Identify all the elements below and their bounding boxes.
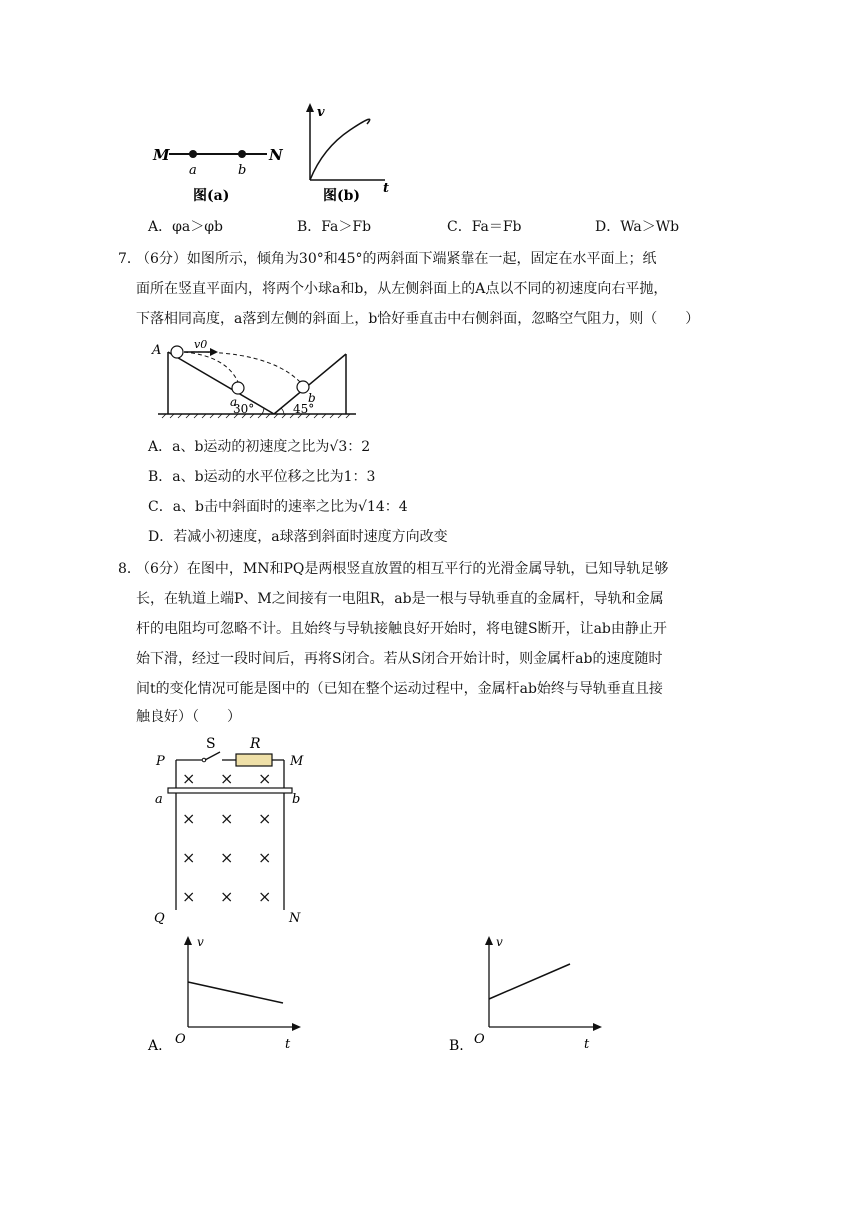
q7-label-a: a — [230, 395, 238, 409]
q8-text-line-5: 间t的变化情况可能是图中的（已知在整个运动过程中，金属杆ab始终与导轨垂直且接 — [136, 681, 663, 697]
q8-label-a: a — [155, 792, 163, 807]
q7-text-line-3: 下落相同高度，a落到左侧的斜面上，b恰好垂直击中右侧斜面，忽略空气阻力，则（ ） — [136, 311, 700, 327]
q8-rod-ab — [168, 788, 292, 793]
q8-resistor — [236, 754, 272, 766]
q8-text-line-2: 长，在轨道上端P、M之间接有一电阻R，ab是一根与导轨垂直的金属杆，导轨和金属 — [136, 591, 664, 607]
svg-text:×: × — [182, 848, 196, 867]
svg-text:×: × — [220, 769, 234, 788]
q7-text-line-2: 面所在竖直平面内，将两个小球a和b，从左侧斜面上的A点以不同的初速度向右平抛， — [136, 281, 668, 297]
q8-graph-a-origin: O — [175, 1032, 186, 1047]
q8-label-P: P — [156, 754, 165, 769]
q8-label-Q: Q — [154, 911, 165, 926]
q8-text-line-1: （6分）在图中，MN和PQ是两根竖直放置的相互平行的光滑金属导轨，已知导轨足够 — [136, 561, 669, 577]
svg-text:×: × — [220, 848, 234, 867]
svg-text:×: × — [258, 848, 272, 867]
svg-text:×: × — [182, 769, 196, 788]
q7-text-line-1: （6分）如图所示，倾角为30°和45°的两斜面下端紧靠在一起，固定在水平面上；纸 — [136, 251, 657, 267]
q8-graph-a-axis-v: v — [197, 935, 204, 949]
q8-graph-b-axis-v: v — [496, 935, 503, 949]
q6-caption-b: 图(b) — [323, 188, 361, 204]
q6-vt-curve — [310, 119, 370, 180]
q8-graph-b-label: B. — [449, 1038, 464, 1054]
q8-graph-b-origin: O — [474, 1032, 485, 1047]
q8-graph-b — [446, 932, 616, 1057]
q8-label-N: N — [289, 911, 301, 926]
q7-number: 7． — [118, 251, 141, 267]
q6-option-a: A．φa＞φb — [148, 219, 224, 235]
q8-graph-a-axis-t: t — [285, 1037, 291, 1052]
q6-caption-a: 图(a) — [193, 188, 230, 204]
q8-graph-a — [145, 932, 315, 1057]
q6-option-d: D．Wa＞Wb — [595, 219, 680, 235]
q7-angle-45: 45° — [293, 402, 315, 416]
q7-option-c: C．a、b击中斜面时的速率之比为√14：4 — [148, 499, 408, 515]
q6-axis-v: v — [317, 105, 325, 120]
q7-option-a: A．a、b运动的初速度之比为√3：2 — [148, 439, 371, 455]
q8-label-b: b — [292, 792, 301, 807]
q6-label-M: M — [153, 146, 170, 164]
q8-label-R: R — [250, 736, 261, 752]
q6-label-N: N — [269, 146, 283, 164]
svg-text:×: × — [258, 809, 272, 828]
q7-figure — [148, 338, 368, 423]
svg-text:×: × — [258, 887, 272, 906]
q8-circuit-figure — [148, 732, 318, 927]
q8-number: 8． — [118, 561, 141, 577]
q8-graph-a-line — [188, 982, 283, 1003]
q8-graph-a-label: A. — [148, 1038, 163, 1054]
q8-graph-b-axis-t: t — [584, 1037, 590, 1052]
q6-option-b: B．Fa＞Fb — [297, 219, 372, 235]
q6-axis-t: t — [383, 181, 390, 196]
svg-text:×: × — [182, 809, 196, 828]
q8-text-line-3: 杆的电阻均可忽略不计。且始终与导轨接触良好开始时，将电键S断开，让ab由静止开 — [136, 621, 667, 637]
q6-label-a: a — [189, 163, 197, 178]
q6-figures — [145, 100, 405, 210]
q8-label-S: S — [206, 736, 216, 752]
q8-label-M: M — [290, 754, 304, 769]
q8-text-line-4: 始下滑，经过一段时间后，再将S闭合。若从S闭合开始计时，则金属杆ab的速度随时 — [136, 651, 663, 667]
q7-angle-30: 30° — [233, 402, 255, 416]
q7-option-b: B．a、b运动的水平位移之比为1：3 — [148, 469, 376, 485]
q6-option-c: C．Fa＝Fb — [447, 219, 522, 235]
q7-option-d: D．若减小初速度，a球落到斜面时速度方向改变 — [148, 529, 448, 545]
q6-figure-a — [152, 146, 284, 204]
q8-graph-b-line — [489, 964, 570, 999]
svg-text:×: × — [258, 769, 272, 788]
q6-figure-b — [306, 103, 389, 204]
svg-text:×: × — [182, 887, 196, 906]
q7-label-b: b — [308, 391, 316, 405]
q8-text-line-6: 触良好）（ ） — [136, 709, 241, 725]
q6-label-b: b — [238, 163, 247, 178]
q7-label-v0: v0 — [194, 338, 208, 351]
q7-label-A: A — [152, 343, 162, 358]
svg-text:×: × — [220, 809, 234, 828]
svg-text:×: × — [220, 887, 234, 906]
